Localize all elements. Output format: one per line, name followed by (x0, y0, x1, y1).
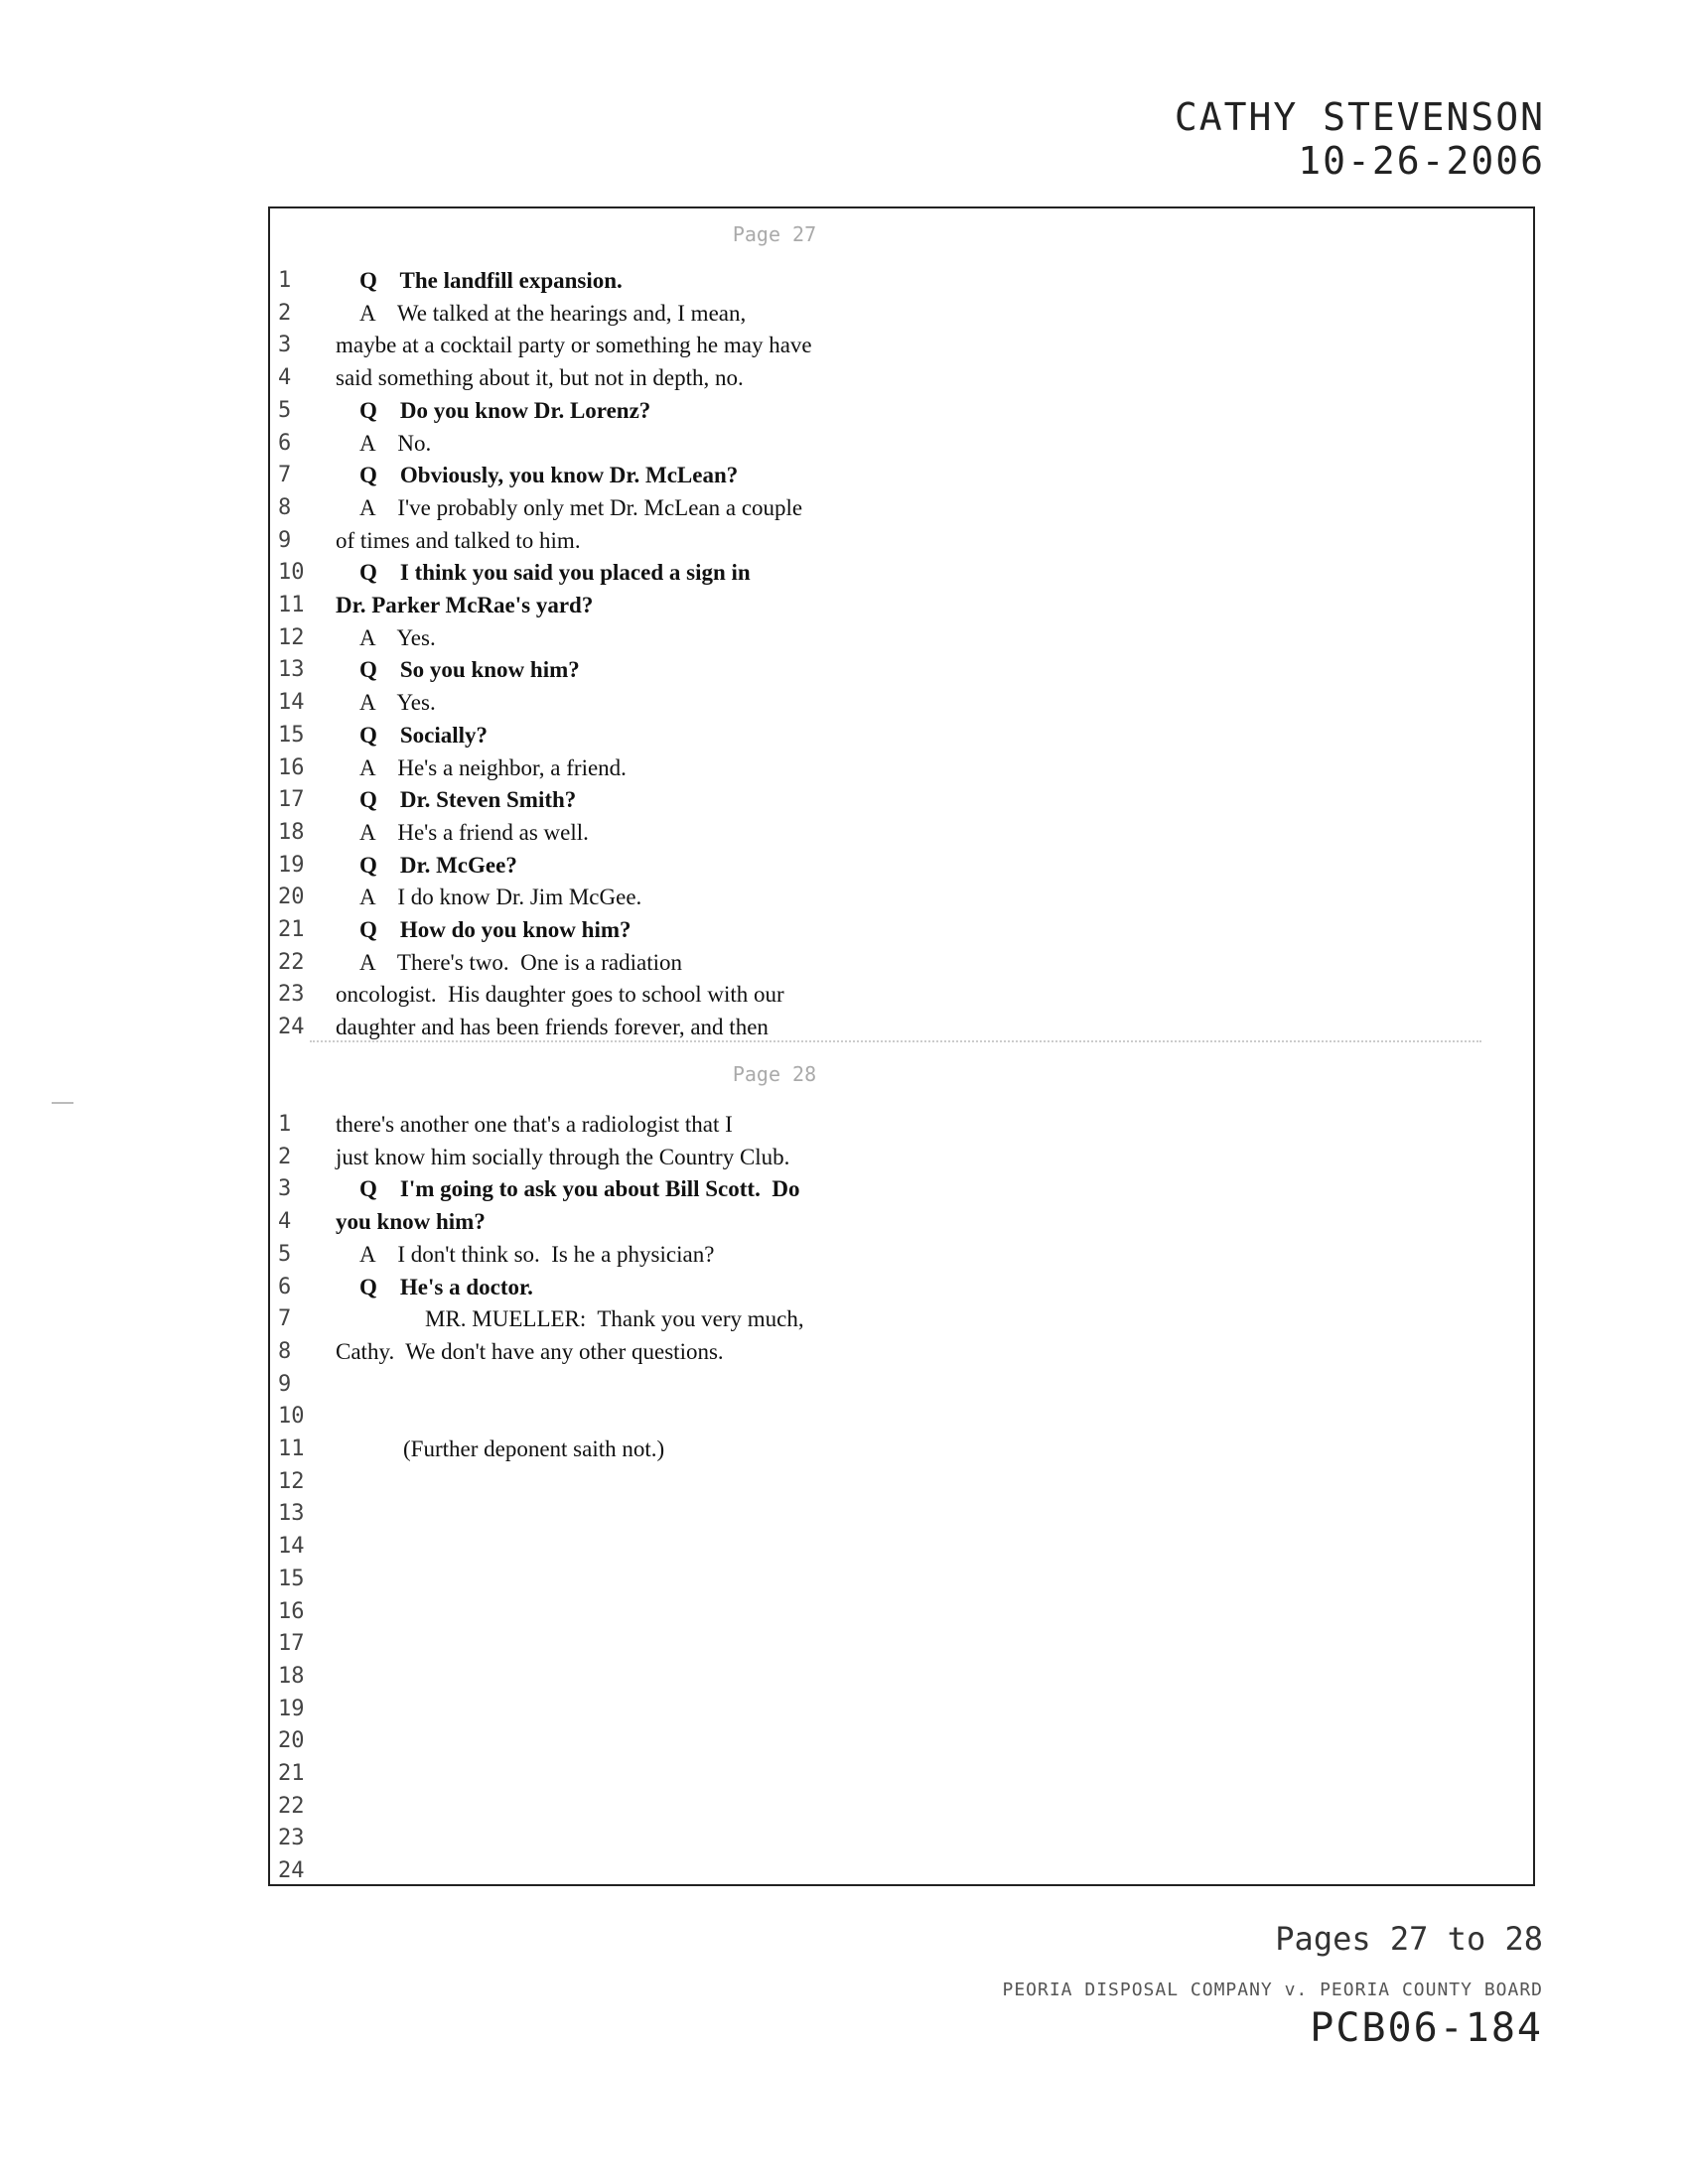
line-number: 1 (278, 1112, 292, 1137)
page-28-label: Page 28 (732, 1062, 817, 1086)
line-number: 18 (278, 1663, 305, 1689)
line-text: just know him socially through the Country Club. (336, 1144, 790, 1169)
transcript-line (270, 885, 1164, 916)
transcript-line (270, 1339, 1164, 1371)
line-text: A He's a neighbor, a friend. (359, 754, 627, 780)
transcript-line (270, 1176, 1164, 1208)
line-number: 18 (278, 819, 305, 845)
line-number: 21 (278, 1761, 305, 1786)
line-number: 22 (278, 949, 305, 975)
transcript-line (270, 1275, 1164, 1306)
line-number: 23 (278, 1826, 305, 1851)
transcript-line (270, 268, 1164, 300)
transcript-line (270, 1534, 1164, 1566)
transcript-line (270, 755, 1164, 787)
transcript-line (270, 1567, 1164, 1598)
line-text: Q I think you said you placed a sign in (359, 560, 751, 586)
transcript-line (270, 1728, 1164, 1760)
line-number: 2 (278, 1144, 292, 1169)
transcript-line (270, 625, 1164, 657)
line-number: 5 (278, 397, 292, 423)
transcript-line (270, 495, 1164, 527)
line-number: 14 (278, 1534, 305, 1560)
line-number: 5 (278, 1241, 292, 1267)
line-text: A Yes. (359, 624, 436, 650)
line-number: 10 (278, 1404, 305, 1430)
line-text: you know him? (336, 1209, 486, 1235)
line-text: of times and talked to him. (336, 527, 581, 553)
line-number: 22 (278, 1793, 305, 1819)
line-text: Q He's a doctor. (359, 1274, 533, 1299)
line-number: 2 (278, 300, 292, 326)
line-number: 6 (278, 430, 292, 456)
line-text: said something about it, but not in depth, no. (336, 365, 744, 391)
line-number: 24 (278, 1858, 305, 1884)
deposition-date: 10-26-2006 (1298, 139, 1545, 183)
line-number: 6 (278, 1274, 292, 1299)
line-number: 15 (278, 722, 305, 748)
line-text: A There's two. One is a radiation (359, 949, 683, 975)
line-number: 15 (278, 1566, 305, 1591)
transcript-line (270, 950, 1164, 982)
transcript-line (270, 1209, 1164, 1241)
transcript-line (270, 463, 1164, 494)
line-text: Q Obviously, you know Dr. McLean? (359, 463, 739, 488)
page-divider (310, 1040, 1481, 1044)
transcript-line (270, 593, 1164, 624)
transcript-line (270, 690, 1164, 722)
line-number: 16 (278, 1598, 305, 1624)
line-number: 17 (278, 787, 305, 813)
line-text: (Further deponent saith not.) (403, 1436, 665, 1461)
line-number: 4 (278, 365, 292, 391)
margin-mark (52, 1102, 73, 1104)
line-number: 24 (278, 1015, 305, 1040)
line-number: 7 (278, 463, 292, 488)
line-number: 8 (278, 1338, 292, 1364)
transcript-line (270, 657, 1164, 689)
transcript-line (270, 1599, 1164, 1631)
transcript-line (270, 917, 1164, 949)
transcript-line (270, 787, 1164, 819)
line-text: daughter and has been friends forever, and then (336, 1015, 769, 1040)
line-text: Cathy. We don't have any other questions. (336, 1338, 724, 1364)
line-number: 4 (278, 1209, 292, 1235)
transcript-line (270, 1631, 1164, 1663)
transcript-box (268, 206, 1535, 1886)
line-number: 7 (278, 1306, 292, 1332)
transcript-line (270, 301, 1164, 333)
transcript-line (270, 333, 1164, 364)
line-number: 1 (278, 268, 292, 293)
line-text: there's another one that's a radiologist that I (336, 1112, 733, 1137)
transcript-line (270, 1436, 1164, 1468)
line-text: Q So you know him? (359, 657, 580, 683)
transcript-line (270, 1826, 1164, 1857)
case-title: PEORIA DISPOSAL COMPANY v. PEORIA COUNTY BOARD (1002, 1979, 1543, 2000)
line-text: A Yes. (359, 690, 436, 716)
line-text: Q Do you know Dr. Lorenz? (359, 397, 651, 423)
line-text: A I do know Dr. Jim McGee. (359, 885, 642, 910)
transcript-line (270, 1469, 1164, 1501)
line-number: 21 (278, 917, 305, 942)
page-range: Pages 27 to 28 (1275, 1920, 1543, 1958)
transcript-line (270, 1858, 1164, 1890)
page-27-label: Page 27 (732, 222, 817, 246)
line-number: 8 (278, 494, 292, 520)
transcript-line (270, 1664, 1164, 1696)
line-text: Q I'm going to ask you about Bill Scott. Do (359, 1176, 800, 1202)
transcript-line (270, 1112, 1164, 1144)
transcript-line (270, 1242, 1164, 1274)
line-number: 11 (278, 1436, 305, 1461)
line-text: A He's a friend as well. (359, 819, 589, 845)
line-number: 14 (278, 690, 305, 716)
transcript-line (270, 431, 1164, 463)
transcript-line (270, 723, 1164, 754)
line-text: Q The landfill expansion. (359, 268, 623, 293)
line-text: A I don't think so. Is he a physician? (359, 1241, 715, 1267)
line-number: 11 (278, 593, 305, 617)
line-text: Q Dr. Steven Smith? (359, 787, 577, 813)
line-number: 12 (278, 624, 305, 650)
transcript-line (270, 982, 1164, 1014)
transcript-line (270, 365, 1164, 397)
transcript-line (270, 528, 1164, 560)
transcript-line (270, 820, 1164, 852)
line-text: Q How do you know him? (359, 917, 632, 942)
line-number: 16 (278, 754, 305, 780)
transcript-line (270, 560, 1164, 592)
line-number: 20 (278, 885, 305, 910)
line-text: A No. (359, 430, 432, 456)
line-number: 19 (278, 852, 305, 878)
transcript-line (270, 1697, 1164, 1728)
line-text: Q Dr. McGee? (359, 852, 517, 878)
transcript-line (270, 1145, 1164, 1176)
case-number: PCB06-184 (1310, 2005, 1543, 2051)
line-text: Q Socially? (359, 722, 489, 748)
transcript-line (270, 1404, 1164, 1435)
line-number: 17 (278, 1631, 305, 1657)
line-number: 12 (278, 1468, 305, 1494)
transcript-line (270, 1306, 1164, 1338)
line-number: 9 (278, 527, 292, 553)
line-number: 3 (278, 1176, 292, 1202)
transcript-line (270, 853, 1164, 885)
transcript-line (270, 1372, 1164, 1404)
line-number: 10 (278, 560, 305, 586)
line-text: A We talked at the hearings and, I mean, (359, 300, 747, 326)
line-number: 13 (278, 657, 305, 683)
line-number: 23 (278, 982, 305, 1008)
line-text: oncologist. His daughter goes to school with our (336, 982, 784, 1008)
transcript-line (270, 398, 1164, 430)
line-number: 9 (278, 1371, 292, 1397)
transcript-line (270, 1794, 1164, 1826)
line-text: A I've probably only met Dr. McLean a couple (359, 494, 803, 520)
transcript-line (270, 1501, 1164, 1533)
line-number: 20 (278, 1728, 305, 1754)
line-text: Dr. Parker McRae's yard? (336, 593, 594, 617)
line-number: 19 (278, 1696, 305, 1721)
line-text: MR. MUELLER: Thank you very much, (425, 1306, 804, 1332)
line-number: 3 (278, 333, 292, 358)
line-number: 13 (278, 1501, 305, 1527)
transcript-line (270, 1761, 1164, 1793)
line-text: maybe at a cocktail party or something he may have (336, 333, 812, 358)
deponent-name: CATHY STEVENSON (1174, 95, 1545, 139)
